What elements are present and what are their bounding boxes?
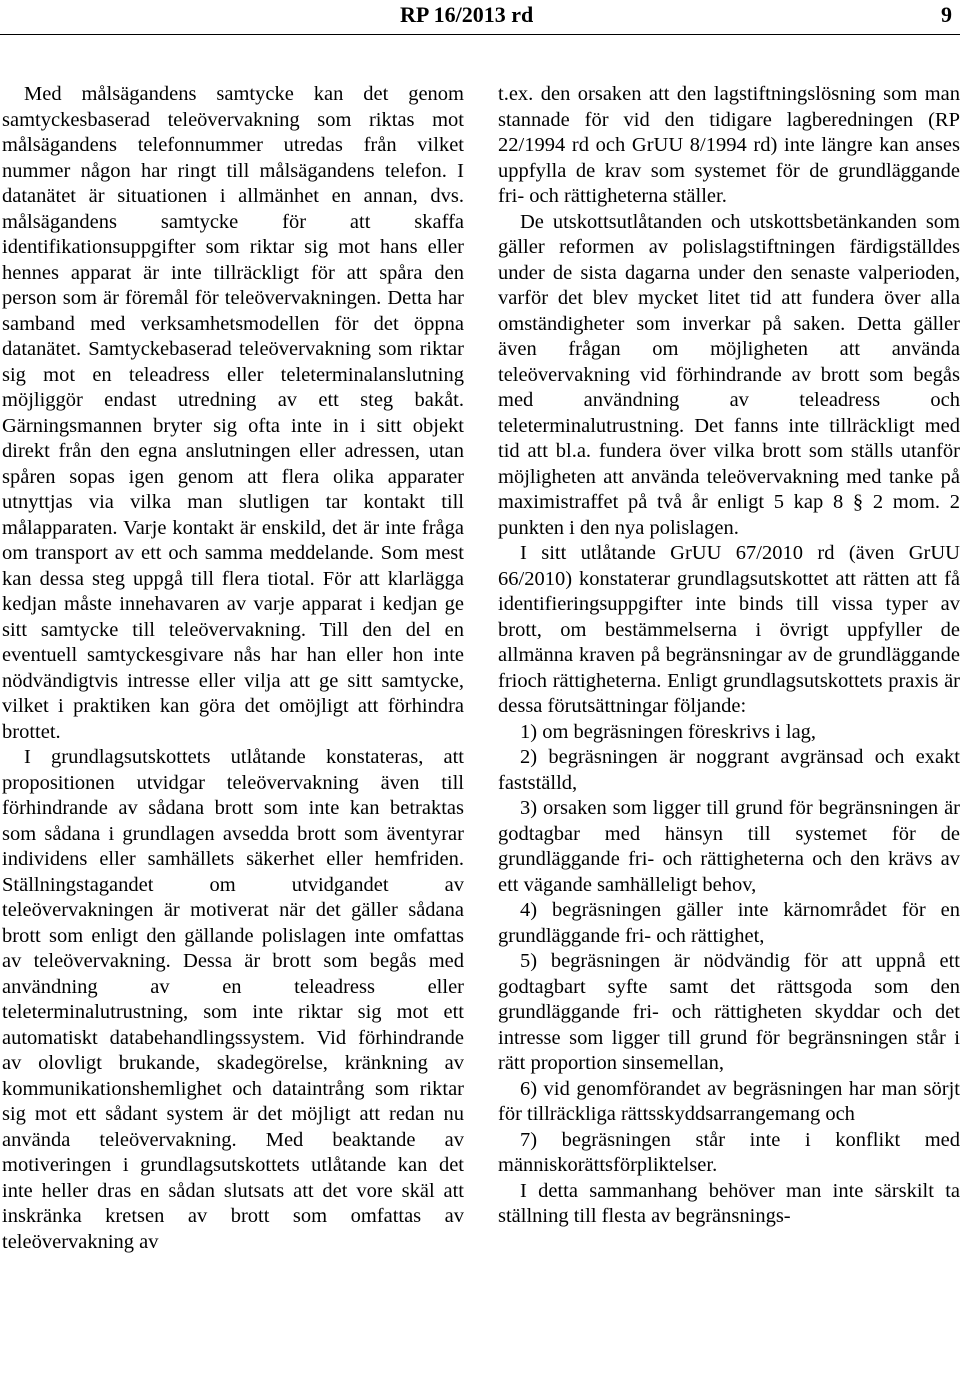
- paragraph: Med målsägandens samtycke kan det genom samtyckesbaserad teleövervakning som riktas mot målsägandens telefonnummer utredas från vilket nummer någon har ringt till målsägandens telefon. I datanätet är situationen i allmänhet en annan, dvs. målsägandens samtycke för att skaffa identifikationsuppgifter som riktar sig mot hans eller hennes apparat är inte tillräckligt för att spåra den person som är föremål för teleövervakningen. Detta har samband med verksamhetsmodellen för det öppna datanätet. Samtyckebaserad teleövervakning som riktar sig mot en teleadress eller teleterminalanslutning möjliggör endast utredning av ett steg bakåt. Gärningsmannen bryter sig ofta inte in i sitt objekt direkt från den egna anslutningen eller adressen, utan spåren sopas igen genom att flera olika apparater utnyttjas via vilka man slutligen tar kontakt till målapparaten. Varje kontakt är enskild, det är inte fråga om transport av ett och samma meddelande. Som mest kan dessa steg uppgå till flera tiotal. För att klarlägga kedjan måste innehavaren av varje apparat i kedjan ge sitt samtycke till teleövervakning. Till den del en eventuell samtyckesgivare nås har han eller hon inte nödvändigtvis intresse eller vilja att ge sitt samtycke, vilket i praktiken kan göra det omöjligt att förhindra brottet.: [2, 83, 464, 743]
- header-divider: [0, 34, 960, 35]
- right-column: [498, 82, 960, 1230]
- list-item: 3) orsaken som ligger till grund för begränsningen är godtagbar med hänsyn till systemet för de grundläggande fri- och rättigheterna och den krävs av ett vägande samhälleligt behov,: [498, 797, 960, 896]
- paragraph-continuation: t.ex. den orsaken att den lagstiftningslösning som man stannade för vid den tidigare lagberedningen (RP 22/1994 rd och GrUU 8/1994 rd) inte längre kan anses uppfylla de krav som systemet för de grundläggande fri- och rättigheterna ställer.: [498, 83, 960, 207]
- list-item: 7) begräsningen står inte i konflikt med människorättsförpliktelser.: [498, 1128, 960, 1176]
- list-item: 2) begräsningen är noggrant avgränsad och exakt fastställd,: [498, 746, 960, 794]
- paragraph: I detta sammanhang behöver man inte särskilt ta ställning till flesta av begränsnings-: [498, 1179, 960, 1227]
- document-title: RP 16/2013 rd: [400, 2, 534, 27]
- paragraph: I grundlagsutskottets utlåtande konstateras, att propositionen utvidgar teleövervakning även till förhindrande av sådana brott som inte kan betraktas som sådana i grundlagen avsedda brott som äventyrar individens eller samhällets säkerhet eller hemfriden. Ställningstagandet om utvidgandet av teleövervakningen är motiverat när det gäller sådana brott som enligt den gällande polislagen inte omfattas av teleövervakning. Dessa är brott som begås med användning av en teleadress eller teleterminalutrustning, som inte riktar sig mot ett automatiskt databehandlingssystem. Vid förhindrande av olovligt brukande, skadegörelse, kränkning av kommunikationshemlighet och dataintrång som riktar sig mot ett sådant system är det möjligt att redan nu använda teleövervakning. Med beaktande av motiveringen i grundlagsutskottets utlåtande kan det inte heller dras en sådan slutsats att det vore skäl att inskränka kretsen av brott som omfattas av teleövervakning av: [2, 746, 464, 1253]
- page-number: 9: [941, 2, 952, 27]
- page-header: [0, 0, 960, 32]
- list-item: 1) om begräsningen föreskrivs i lag,: [520, 720, 817, 743]
- paragraph: I sitt utlåtande GrUU 67/2010 rd (även GrUU 66/2010) konstaterar grundlagsutskottet att rätten att få identifieringsuppgifter inte binds till vissa typer av brott, om bestämmelserna i övrigt uppfyller de allmänna kraven på begränsningar av de grundläggande frioch rättigheterna. Enligt grundlagsutskottets praxis är dessa förutsättningar följande:: [498, 542, 960, 717]
- left-column: [2, 82, 464, 1255]
- list-item: 5) begräsningen är nödvändig för att uppnå ett godtagbart syfte samt det rättsgoda som den grundläggande fri- och rättigheten skyddar och det intresse som ligger till grund för begränsningen står i rätt proportion sinsemellan,: [498, 950, 960, 1074]
- list-item: 4) begräsningen gäller inte kärnområdet för en grundläggande fri- och rättighet,: [498, 899, 960, 947]
- list-item: 6) vid genomförandet av begräsningen har man sörjt för tillräckliga rättsskyddsarrangemang och: [498, 1077, 960, 1125]
- paragraph: De utskottsutlåtanden och utskottsbetänkanden som gäller reformen av polislagstiftningen färdigställdes under de sista dagarna under den senaste valperioden, varför det blev mycket litet tid att fundera över alla omständigheter som inverkar på saken. Detta gäller även frågan om möjligheten att använda teleövervakning vid förhindrande av brott som begås med användning av teleadress och teleterminalutrustning. Det fanns inte tillräckligt med tid att bl.a. fundera över vilka brott som ställs utanför möjligheten att använda teleövervakning med tanke på maximistraffet på två år enligt 5 kap 8 § 2 mom. 2 punkten i den nya polislagen.: [498, 210, 960, 539]
